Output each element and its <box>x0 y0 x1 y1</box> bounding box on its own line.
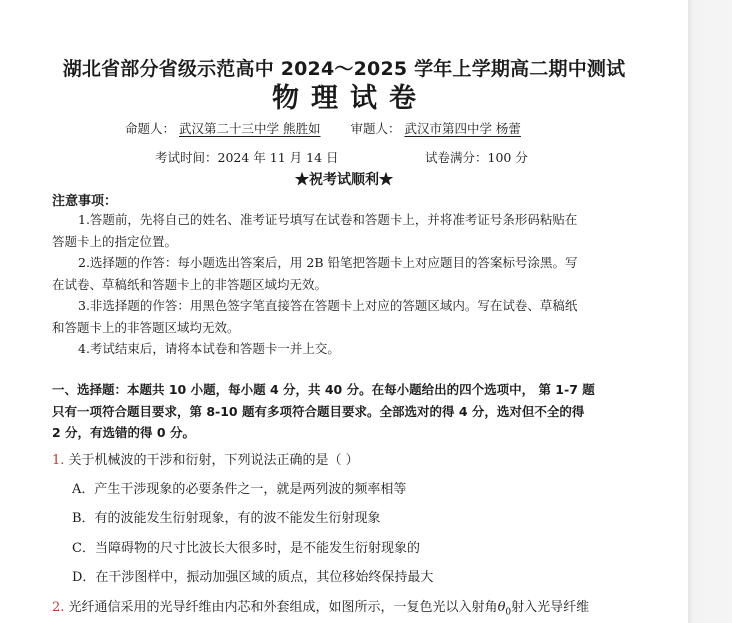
authors-line <box>125 119 521 137</box>
notice-title: 注意事项： <box>52 194 118 209</box>
question-stem: 光纤通信采用的光导纤维由内芯和外套组成，如图所示，一复色光以入射角$\theta_0$射入光导纤维 <box>68 600 590 618</box>
question-number: 1. <box>52 453 65 468</box>
subject-title: 物理试卷 <box>272 83 428 114</box>
reviewer-value: 武汉市第四中学 杨蕾 <box>404 121 521 136</box>
notice-item: 3.非选择题的作答：用黑色签字笔直接答在答题卡上对应的答题区域内。写在试卷、草稿纸 和答题卡上的非答题区域均无效。 <box>52 298 578 335</box>
good-luck-banner: ★祝考试顺利★ <box>295 172 393 188</box>
reviewer-label: 审题人： <box>350 121 401 136</box>
option-c: C．当障碍物的尺寸比波长大很多时，是不能发生衍射现象的 <box>72 541 420 556</box>
notice-item: 4.考试结束后，请将本试卷和答题卡一并上交。 <box>78 341 340 356</box>
author-value: 武汉第二十三中学 熊胜如 <box>179 121 321 136</box>
option-d: D．在干涉图样中，振动加强区域的质点，其位移始终保持最大 <box>72 570 434 585</box>
question-stem: 关于机械波的干涉和衍射，下列说法正确的是（ ） <box>68 453 359 468</box>
exam-time: 考试时间：2024 年 11 月 14 日 <box>155 150 339 165</box>
author-label: 命题人： <box>125 121 176 136</box>
viewer-gutter <box>688 0 732 623</box>
question-2 <box>52 596 589 618</box>
exam-title: 湖北省部分省级示范高中 2024～2025 学年上学期高二期中测试 <box>62 58 626 80</box>
full-score: 试卷满分：100 分 <box>425 150 528 165</box>
notice-item: 2.选择题的作答：每小题选出答案后，用 2B 铅笔把答题卡上对应题目的答案标号涂黑。写 在试卷、草稿纸和答题卡上的非答题区域均无效。 <box>52 255 578 292</box>
option-a: A．产生干涉现象的必要条件之一，就是两列波的频率相等 <box>72 482 407 497</box>
notice-item: 1.答题前，先将自己的姓名、准考证号填写在试卷和答题卡上，并将准考证号条形码粘贴在 答题卡上的指定位置。 <box>52 212 578 249</box>
question-number: 2. <box>52 600 65 615</box>
option-b: B．有的波能发生衍射现象，有的波不能发生衍射现象 <box>72 511 381 526</box>
section-header: 一、选择题：本题共 10 小题，每小题 4 分，共 40 分。在每小题给出的四个选项中， 第 1-7 题 只有一项符合题目要求，第 8-10 题有多项符合题目要求。全部选对的得 4 分，选对但不全的得 2 分，有选错的得 0 分。 <box>52 382 595 440</box>
question-1 <box>52 449 359 468</box>
